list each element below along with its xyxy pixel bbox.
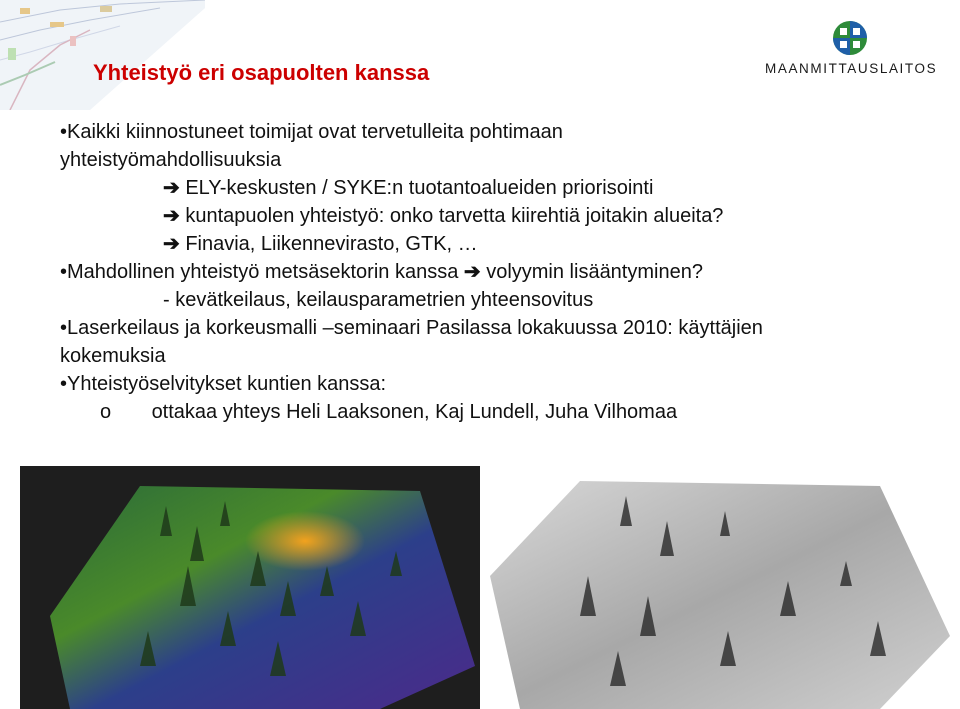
sub-bullet-contacts — [60, 398, 940, 426]
color-terrain-model — [50, 486, 475, 709]
nls-logo-icon — [832, 20, 868, 56]
arrow-line-finavia — [60, 230, 940, 258]
arrow-icon: ➔ — [463, 261, 481, 283]
logo-text: MAANMITTAUSLAITOS — [765, 61, 938, 76]
arrow-icon: ➔ — [163, 233, 180, 255]
arrow-icon: ➔ — [163, 177, 180, 199]
bullet-line-1-cont: yhteistyömahdollisuuksia — [60, 149, 282, 171]
sub-bullet-contacts-text: ottakaa yhteys Heli Laaksonen, Kaj Lundell, Juha Vilhomaa — [151, 401, 678, 423]
bullet-line-1: •Kaikki kiinnostuneet toimijat ovat tervetulleita pohtimaan — [60, 121, 563, 143]
grey-terrain-model — [490, 481, 950, 709]
arrow-line-ely-text: ELY-keskusten / SYKE:n tuotantoalueiden priorisointi — [185, 177, 654, 199]
terrain-model-images — [20, 466, 960, 709]
bullet-line-2-text: •Mahdollinen yhteistyö metsäsektorin kanssa — [60, 261, 459, 283]
logo — [765, 20, 938, 82]
slide-title: Yhteistyö eri osapuolten kanssa — [93, 60, 430, 85]
bullet-line-3-cont: kokemuksia — [60, 345, 166, 367]
sub-line-kevatkeilaus: - kevätkeilaus, keilausparametrien yhteensovitus — [163, 289, 594, 311]
arrow-line-ely — [60, 174, 940, 202]
slide-body — [60, 118, 940, 426]
arrow-line-kunta-text: kuntapuolen yhteistyö: onko tarvetta kiirehtiä joitakin alueita? — [185, 205, 724, 227]
bullet-line-2 — [60, 258, 940, 286]
arrow-icon: ➔ — [163, 205, 180, 227]
sub-bullet-marker: o — [100, 401, 112, 423]
bullet-line-3: •Laserkeilaus ja korkeusmalli –seminaari Pasilassa lokakuussa 2010: käyttäjien — [60, 317, 763, 339]
bullet-line-4: •Yhteistyöselvitykset kuntien kanssa: — [60, 373, 387, 395]
bullet-line-2-tail: volyymin lisääntyminen? — [486, 261, 703, 283]
arrow-line-kunta — [60, 202, 940, 230]
arrow-line-finavia-text: Finavia, Liikennevirasto, GTK, … — [185, 233, 478, 255]
map-corner-decoration — [0, 0, 205, 110]
